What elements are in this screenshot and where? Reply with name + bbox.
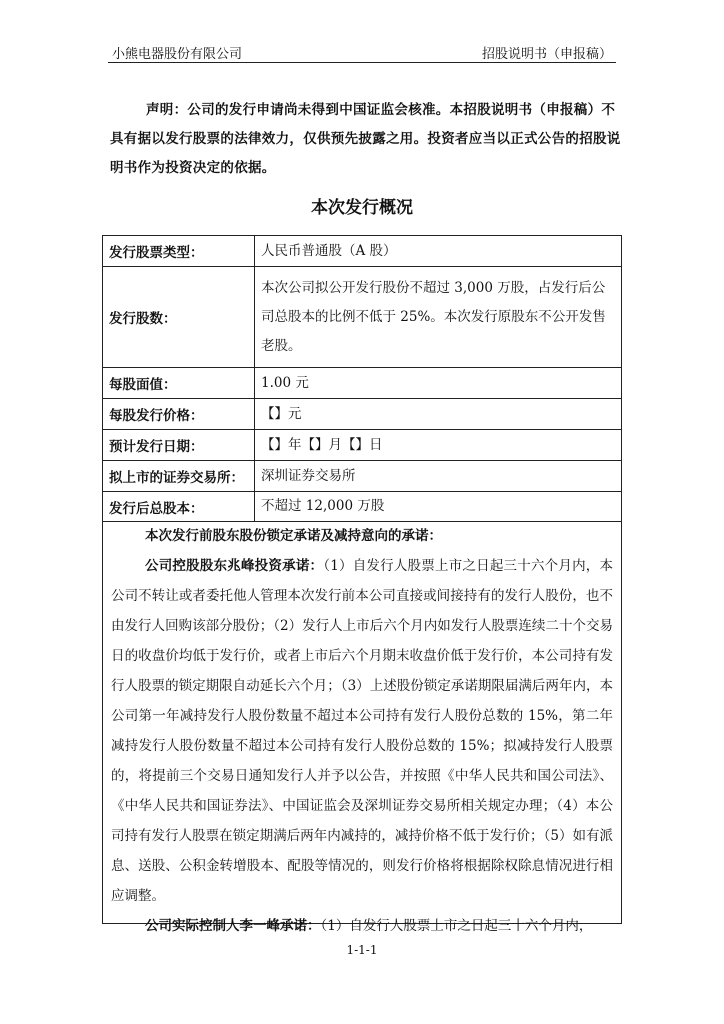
commitments-box	[102, 519, 622, 934]
header-company: 小熊电器股份有限公司	[112, 47, 243, 62]
table-row	[103, 399, 622, 430]
table-row	[103, 492, 622, 522]
header-doc-title: 招股说明书（申报稿）	[481, 47, 612, 62]
row-value: 本次公司拟公开发行股份不超过 3,000 万股，占发行后公司总股本的比例不低于 25%。本次发行原股东不公开发售老股。	[255, 267, 622, 368]
row-value: 深圳证券交易所	[255, 461, 622, 492]
page-number: 1-1-1	[346, 943, 378, 957]
row-value: 【】年【】月【】日	[255, 430, 622, 461]
row-label: 发行股数：	[103, 267, 255, 368]
table-row	[103, 368, 622, 399]
row-value: 不超过 12,000 万股	[255, 492, 622, 522]
row-label: 每股发行价格：	[103, 399, 255, 430]
table-row	[103, 267, 622, 368]
commitment-label: 公司实际控制人李一峰承诺：	[145, 918, 321, 934]
row-value: 1.00 元	[255, 368, 622, 399]
commitment-text: （1）自发行人股票上市之日起三十六个月内，本公司不转让或者委托他人管理本次发行前本公司直接或间接持有的发行人股份，也不由发行人回购该部分股份；（2）发行人上市后六个月内如发行人股票连续二十个交易日的收盘价均低于发行价，或者上市后六个月期末收盘价低于发行价，本公司持有发行人股票的锁定期限自动延长六个月；（3）上述股份锁定承诺期限届满后两年内，本公司第一年减持发行人股份数量不超过本公司持有发行人股份总数的 15%，第二年减持发行人股份数量不超过本公司持有发行人股份总数的 15%；拟减持发行人股票的，将提前三个交易日通知发行人并予以公告，并按照《中华人民共和国公司法》、《中华人民共和国证券法》、中国证监会及深圳证券交易所相关规定办理；（4）本公司持有发行人股票在锁定期满后两年内减持的，减持价格不低于发行价；（5）如有派息、送股、公积金转增股本、配股等情况的，则发行价格将根据除权除息情况进行相应调整。	[111, 558, 614, 904]
commitment-paragraph	[103, 911, 621, 941]
commitments-heading	[103, 521, 621, 551]
commitment-label: 公司控股股东兆峰投资承诺：	[145, 558, 324, 574]
table-row	[103, 430, 622, 461]
overview-table	[102, 235, 622, 522]
commitments-heading-text: 本次发行前股东股份锁定承诺及减持意向的承诺：	[145, 528, 442, 544]
declaration-paragraph: 声明：公司的发行申请尚未得到中国证监会核准。本招股说明书（申报稿）不具有据以发行股票的法律效力，仅供预先披露之用。投资者应当以正式公告的招股说明书作为投资决定的依据。	[110, 102, 621, 176]
section-title: 本次发行概况	[311, 198, 413, 218]
table-row	[103, 461, 622, 492]
row-value: 【】元	[255, 399, 622, 430]
commitment-paragraph	[103, 551, 621, 911]
row-label: 发行后总股本：	[103, 492, 255, 522]
row-label: 发行股票类型：	[103, 236, 255, 267]
table-row	[103, 236, 622, 267]
row-value: 人民币普通股（A 股）	[255, 236, 622, 267]
row-label: 拟上市的证券交易所：	[103, 461, 255, 492]
page-header	[108, 40, 616, 63]
row-label: 每股面值：	[103, 368, 255, 399]
commitment-text: （1）自发行人股票上市之日起三十六个月内，	[320, 918, 593, 934]
row-label: 预计发行日期：	[103, 430, 255, 461]
